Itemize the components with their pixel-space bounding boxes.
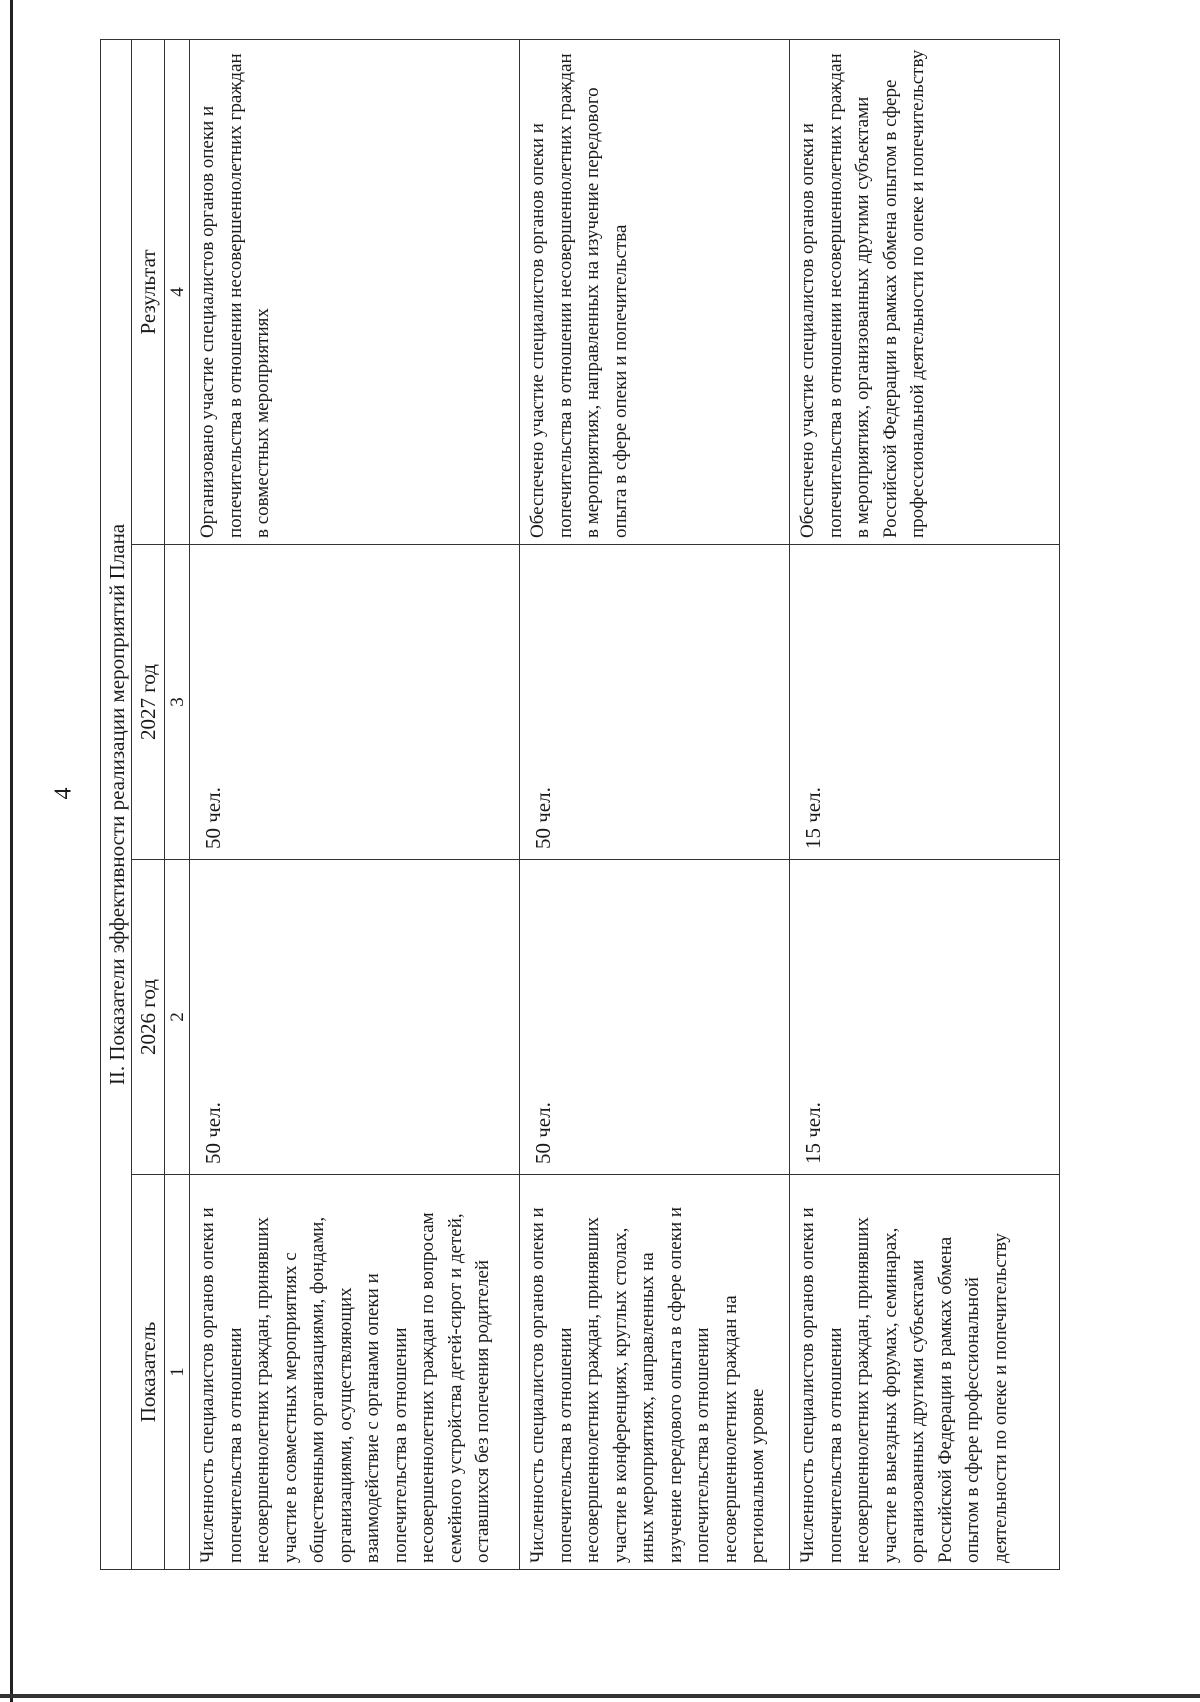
value-2027-cell: 50 чел. (520, 545, 790, 860)
column-number: 3 (165, 545, 190, 860)
value-2026-cell: 15 чел. (790, 860, 1060, 1175)
scan-bottom-edge (0, 1694, 1200, 1698)
column-number: 1 (165, 1175, 190, 1570)
header-result: Результат (132, 39, 165, 544)
table-row (190, 39, 520, 1569)
value-2027-cell: 15 чел. (790, 545, 1060, 860)
table-header-row (132, 39, 165, 1569)
column-number-row (165, 39, 190, 1569)
column-number: 2 (165, 860, 190, 1175)
indicators-table (100, 39, 1060, 1570)
header-2026: 2026 год (132, 860, 165, 1175)
table-row (520, 39, 790, 1569)
value-2027-cell: 50 чел. (190, 545, 520, 860)
table-row (790, 39, 1060, 1569)
value-2026-cell: 50 чел. (190, 860, 520, 1175)
indicator-cell: Численность специалистов органов опеки и попечительства в отношении несовершеннолетних граждан, принявших участие в конференциях, круглых столах, иных мероприятиях, направленных на изучение передового опыта в сфере опеки и попечительства в отношении несовершеннолетних граждан на региональном уровне (520, 1175, 790, 1570)
header-indicator: Показатель (132, 1175, 165, 1570)
result-cell: Обеспечено участие специалистов органов опеки и попечительства в отношении несовершеннолетних граждан в мероприятиях, направленных на изучение передового опыта в сфере опеки и попечительства (520, 39, 790, 544)
indicator-cell: Численность специалистов органов опеки и попечительства в отношении несовершеннолетних граждан, принявших участие в выездных форумах, семинарах, организованных другими субъектами Российской Федерации в рамках обмена опытом в сфере профессиональной деятельности по опеке и попечительству (790, 1175, 1060, 1570)
table-title: II. Показатели эффективности реализации мероприятий Плана (101, 39, 132, 1569)
result-cell: Обеспечено участие специалистов органов опеки и попечительства в отношении несовершеннолетних граждан в мероприятиях, организованных другими субъектами Российской Федерации в рамках обмена опытом в сфере профессиональной деятельности по опеке и попечительству (790, 39, 1060, 544)
result-cell: Организовано участие специалистов органов опеки и попечительства в отношении несовершеннолетних граждан в совместных мероприятиях (190, 39, 520, 544)
value-2026-cell: 50 чел. (520, 860, 790, 1175)
page-number: 4 (50, 787, 77, 800)
scan-left-edge (10, 0, 13, 1702)
indicator-cell: Численность специалистов органов опеки и попечительства в отношении несовершеннолетних граждан, принявших участие в совместных мероприятиях с общественными организациями, фондами, организациями, осуществляющих взаимодействие с органами опеки и попечительства в отношении несовершеннолетних граждан по вопросам семейного устройства детей-сирот и детей, оставшихся без попечения родителей (190, 1175, 520, 1570)
table-title-row (101, 39, 132, 1569)
column-number: 4 (165, 39, 190, 544)
header-2027: 2027 год (132, 545, 165, 860)
rotated-table-container (100, 40, 1050, 1570)
